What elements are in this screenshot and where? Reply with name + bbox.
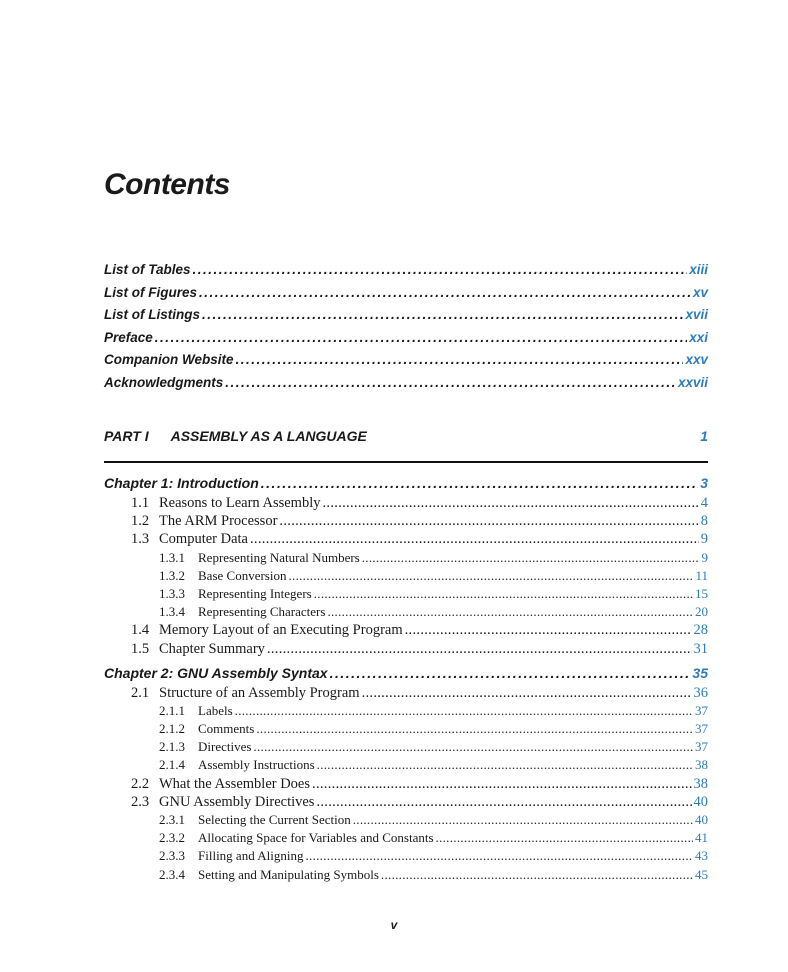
toc-entry-label	[159, 568, 286, 584]
section-number: 1.2	[131, 513, 150, 530]
dot-leader	[323, 495, 699, 512]
section-entry[interactable]	[104, 776, 708, 794]
section-number: 2.3.3	[159, 848, 185, 864]
page-link[interactable]: xxi	[689, 329, 708, 345]
page-link[interactable]: 31	[693, 640, 708, 657]
section-title: Representing Characters	[198, 604, 326, 620]
section-entry[interactable]	[104, 685, 708, 703]
dot-leader	[312, 776, 691, 793]
chapter-entry[interactable]	[104, 665, 708, 685]
section-title: Setting and Manipulating Symbols	[198, 866, 379, 882]
page-link[interactable]: 9	[700, 531, 708, 548]
section-title: Allocating Space for Variables and Constants	[198, 830, 434, 846]
section-title: Base Conversion	[198, 567, 287, 583]
toc-entry-label	[159, 550, 360, 566]
dot-leader	[405, 622, 692, 639]
section-title: Representing Natural Numbers	[198, 549, 360, 565]
front-matter-entry[interactable]	[104, 330, 708, 353]
page-link[interactable]: 40	[693, 793, 708, 810]
section-title: Representing Integers	[198, 585, 312, 601]
toc-entry-label	[159, 739, 251, 755]
dot-leader	[250, 531, 699, 548]
chapter-block	[104, 665, 708, 885]
subsection-entry[interactable]	[104, 703, 708, 721]
subsection-entry[interactable]	[104, 550, 708, 568]
section-title: Selecting the Current Section	[198, 812, 351, 827]
toc-entry-label	[131, 495, 321, 512]
dot-leader	[279, 513, 698, 530]
subsection-entry[interactable]	[104, 867, 708, 885]
toc-entry-label: Chapter 2: GNU Assembly Syntax	[104, 664, 328, 681]
toc-entry-label: List of Figures	[104, 284, 198, 300]
page-link[interactable]: xxv	[685, 352, 708, 367]
part-divider	[104, 461, 708, 463]
subsection-entry[interactable]	[104, 721, 708, 739]
dot-leader	[327, 604, 693, 620]
page-link[interactable]: 38	[693, 775, 708, 792]
section-entry[interactable]	[104, 641, 708, 659]
toc-entry-label: Chapter 1: Introduction	[104, 475, 259, 491]
page-link[interactable]: 37	[695, 702, 708, 718]
front-matter-entry[interactable]	[104, 307, 708, 330]
dot-leader	[288, 568, 693, 584]
page-link[interactable]: 20	[695, 604, 708, 620]
chapter-block	[104, 475, 708, 659]
toc-entry-label	[131, 622, 403, 639]
section-number: 1.3	[131, 531, 150, 548]
section-number: 2.1	[131, 684, 150, 701]
page-link[interactable]: 37	[695, 739, 708, 755]
toc-entry-label	[159, 604, 325, 620]
dot-leader	[202, 307, 683, 322]
part-heading	[104, 428, 708, 444]
section-number: 2.1.1	[159, 702, 185, 718]
section-number: 2.1.3	[159, 739, 185, 755]
part-page[interactable]: 1	[700, 428, 708, 444]
front-matter-entry[interactable]	[104, 375, 708, 398]
section-title: Labels	[198, 702, 233, 718]
subsection-entry[interactable]	[104, 757, 708, 775]
toc-entry-label	[131, 685, 360, 702]
page-link[interactable]: 11	[695, 567, 708, 583]
page-link[interactable]: xvii	[685, 307, 708, 322]
page-title: Contents	[104, 168, 230, 201]
page-link[interactable]: 45	[695, 866, 708, 882]
toc-entry-label	[159, 830, 434, 846]
section-number: 1.4	[131, 622, 150, 639]
section-entry[interactable]	[104, 513, 708, 531]
page-link[interactable]: xiii	[689, 262, 708, 277]
section-number: 2.3.2	[159, 830, 185, 846]
toc-entry-label	[131, 794, 314, 811]
part-label	[104, 428, 367, 444]
section-number: 1.1	[131, 495, 150, 511]
dot-leader	[235, 703, 693, 719]
chapter-entry[interactable]	[104, 475, 708, 495]
dot-leader	[256, 721, 693, 737]
dot-leader	[436, 830, 693, 846]
section-title: GNU Assembly Directives	[159, 793, 315, 810]
section-number: 2.3.4	[159, 866, 185, 882]
toc-entry-label: Acknowledgments	[104, 374, 224, 390]
toc-entry-label	[159, 586, 312, 602]
toc-entry-label	[159, 848, 303, 864]
dot-leader	[353, 812, 693, 828]
toc-entry-label	[131, 513, 277, 530]
page-link[interactable]: 37	[695, 721, 708, 737]
page-link[interactable]: 4	[700, 495, 708, 511]
dot-leader	[317, 757, 693, 773]
page-link[interactable]: 15	[695, 585, 708, 601]
page-link[interactable]: 41	[695, 830, 708, 846]
section-title: Directives	[198, 739, 252, 755]
section-title: Chapter Summary	[159, 640, 265, 657]
section-number: 2.2	[131, 775, 150, 792]
page-number: v	[390, 918, 398, 932]
subsection-entry[interactable]	[104, 812, 708, 830]
page-link[interactable]: 8	[700, 513, 708, 530]
subsection-entry[interactable]	[104, 848, 708, 866]
section-title: Structure of an Assembly Program	[159, 684, 360, 701]
page-link[interactable]: xv	[692, 284, 708, 300]
dot-leader	[236, 352, 684, 367]
dot-leader	[261, 475, 698, 491]
page-link[interactable]: 38	[695, 757, 708, 773]
section-number: 2.3.1	[159, 812, 185, 827]
section-number: 1.3.2	[159, 567, 185, 583]
part-title: ASSEMBLY AS A LANGUAGE	[170, 428, 367, 444]
page-link[interactable]: xxvii	[677, 374, 708, 390]
page-link[interactable]: 43	[695, 848, 708, 864]
toc-entry-label	[131, 776, 310, 793]
section-title: Computer Data	[159, 531, 248, 548]
dot-leader	[316, 794, 691, 811]
section-number: 1.5	[131, 640, 150, 657]
page-link[interactable]: 9	[701, 549, 708, 565]
section-title: What the Assembler Does	[159, 775, 311, 792]
toc-entry-label: Companion Website	[104, 352, 234, 367]
page-link[interactable]: 3	[700, 475, 708, 491]
subsection-entry[interactable]	[104, 830, 708, 848]
page-link[interactable]: 40	[695, 812, 708, 827]
section-title: The ARM Processor	[159, 513, 278, 530]
toc-entry-label: Preface	[104, 329, 153, 345]
section-entry[interactable]	[104, 531, 708, 549]
toc-entry-label	[131, 531, 248, 548]
section-number: 1.3.3	[159, 585, 185, 601]
dot-leader	[330, 665, 691, 681]
section-number: 1.3.1	[159, 549, 185, 565]
section-title: Memory Layout of an Executing Program	[159, 622, 403, 639]
dot-leader	[381, 867, 693, 883]
section-number: 2.1.2	[159, 721, 185, 737]
dot-leader	[193, 262, 688, 277]
front-matter-list	[104, 262, 708, 397]
front-matter-entry[interactable]	[104, 352, 708, 375]
section-title: Comments	[198, 721, 255, 737]
front-matter-entry[interactable]	[104, 262, 708, 285]
dot-leader	[362, 685, 692, 702]
page-link[interactable]: 28	[693, 622, 708, 639]
section-entry[interactable]	[104, 622, 708, 640]
toc-entry-label: List of Tables	[104, 262, 191, 277]
dot-leader	[314, 586, 693, 602]
section-entry[interactable]	[104, 495, 708, 513]
toc-entry-label	[159, 867, 379, 883]
page-link[interactable]: 36	[693, 684, 708, 701]
subsection-entry[interactable]	[104, 586, 708, 604]
section-title: Filling and Aligning	[198, 848, 304, 864]
toc-entry-label	[131, 641, 265, 658]
dot-leader	[225, 375, 676, 390]
dot-leader	[305, 848, 693, 864]
section-title: Reasons to Learn Assembly	[159, 495, 321, 511]
subsection-entry[interactable]	[104, 604, 708, 622]
toc-entry-label	[159, 703, 233, 719]
subsection-entry[interactable]	[104, 739, 708, 757]
dot-leader	[253, 739, 693, 755]
section-entry[interactable]	[104, 794, 708, 812]
section-title: Assembly Instructions	[198, 757, 315, 773]
toc-entry-label	[159, 812, 351, 828]
dot-leader	[362, 550, 700, 566]
toc-entry-label: List of Listings	[104, 307, 200, 322]
section-number: 2.3	[131, 793, 150, 810]
section-number: 2.1.4	[159, 757, 185, 773]
toc-entry-label	[159, 757, 315, 773]
dot-leader	[155, 330, 687, 345]
part-number: PART I	[104, 428, 149, 444]
subsection-entry[interactable]	[104, 568, 708, 586]
dot-leader	[267, 641, 692, 658]
toc-entry-label	[159, 721, 254, 737]
section-number: 1.3.4	[159, 604, 185, 620]
front-matter-entry[interactable]	[104, 285, 708, 308]
page-link[interactable]: 35	[692, 664, 708, 681]
chapter-list	[104, 475, 708, 891]
dot-leader	[199, 285, 691, 300]
